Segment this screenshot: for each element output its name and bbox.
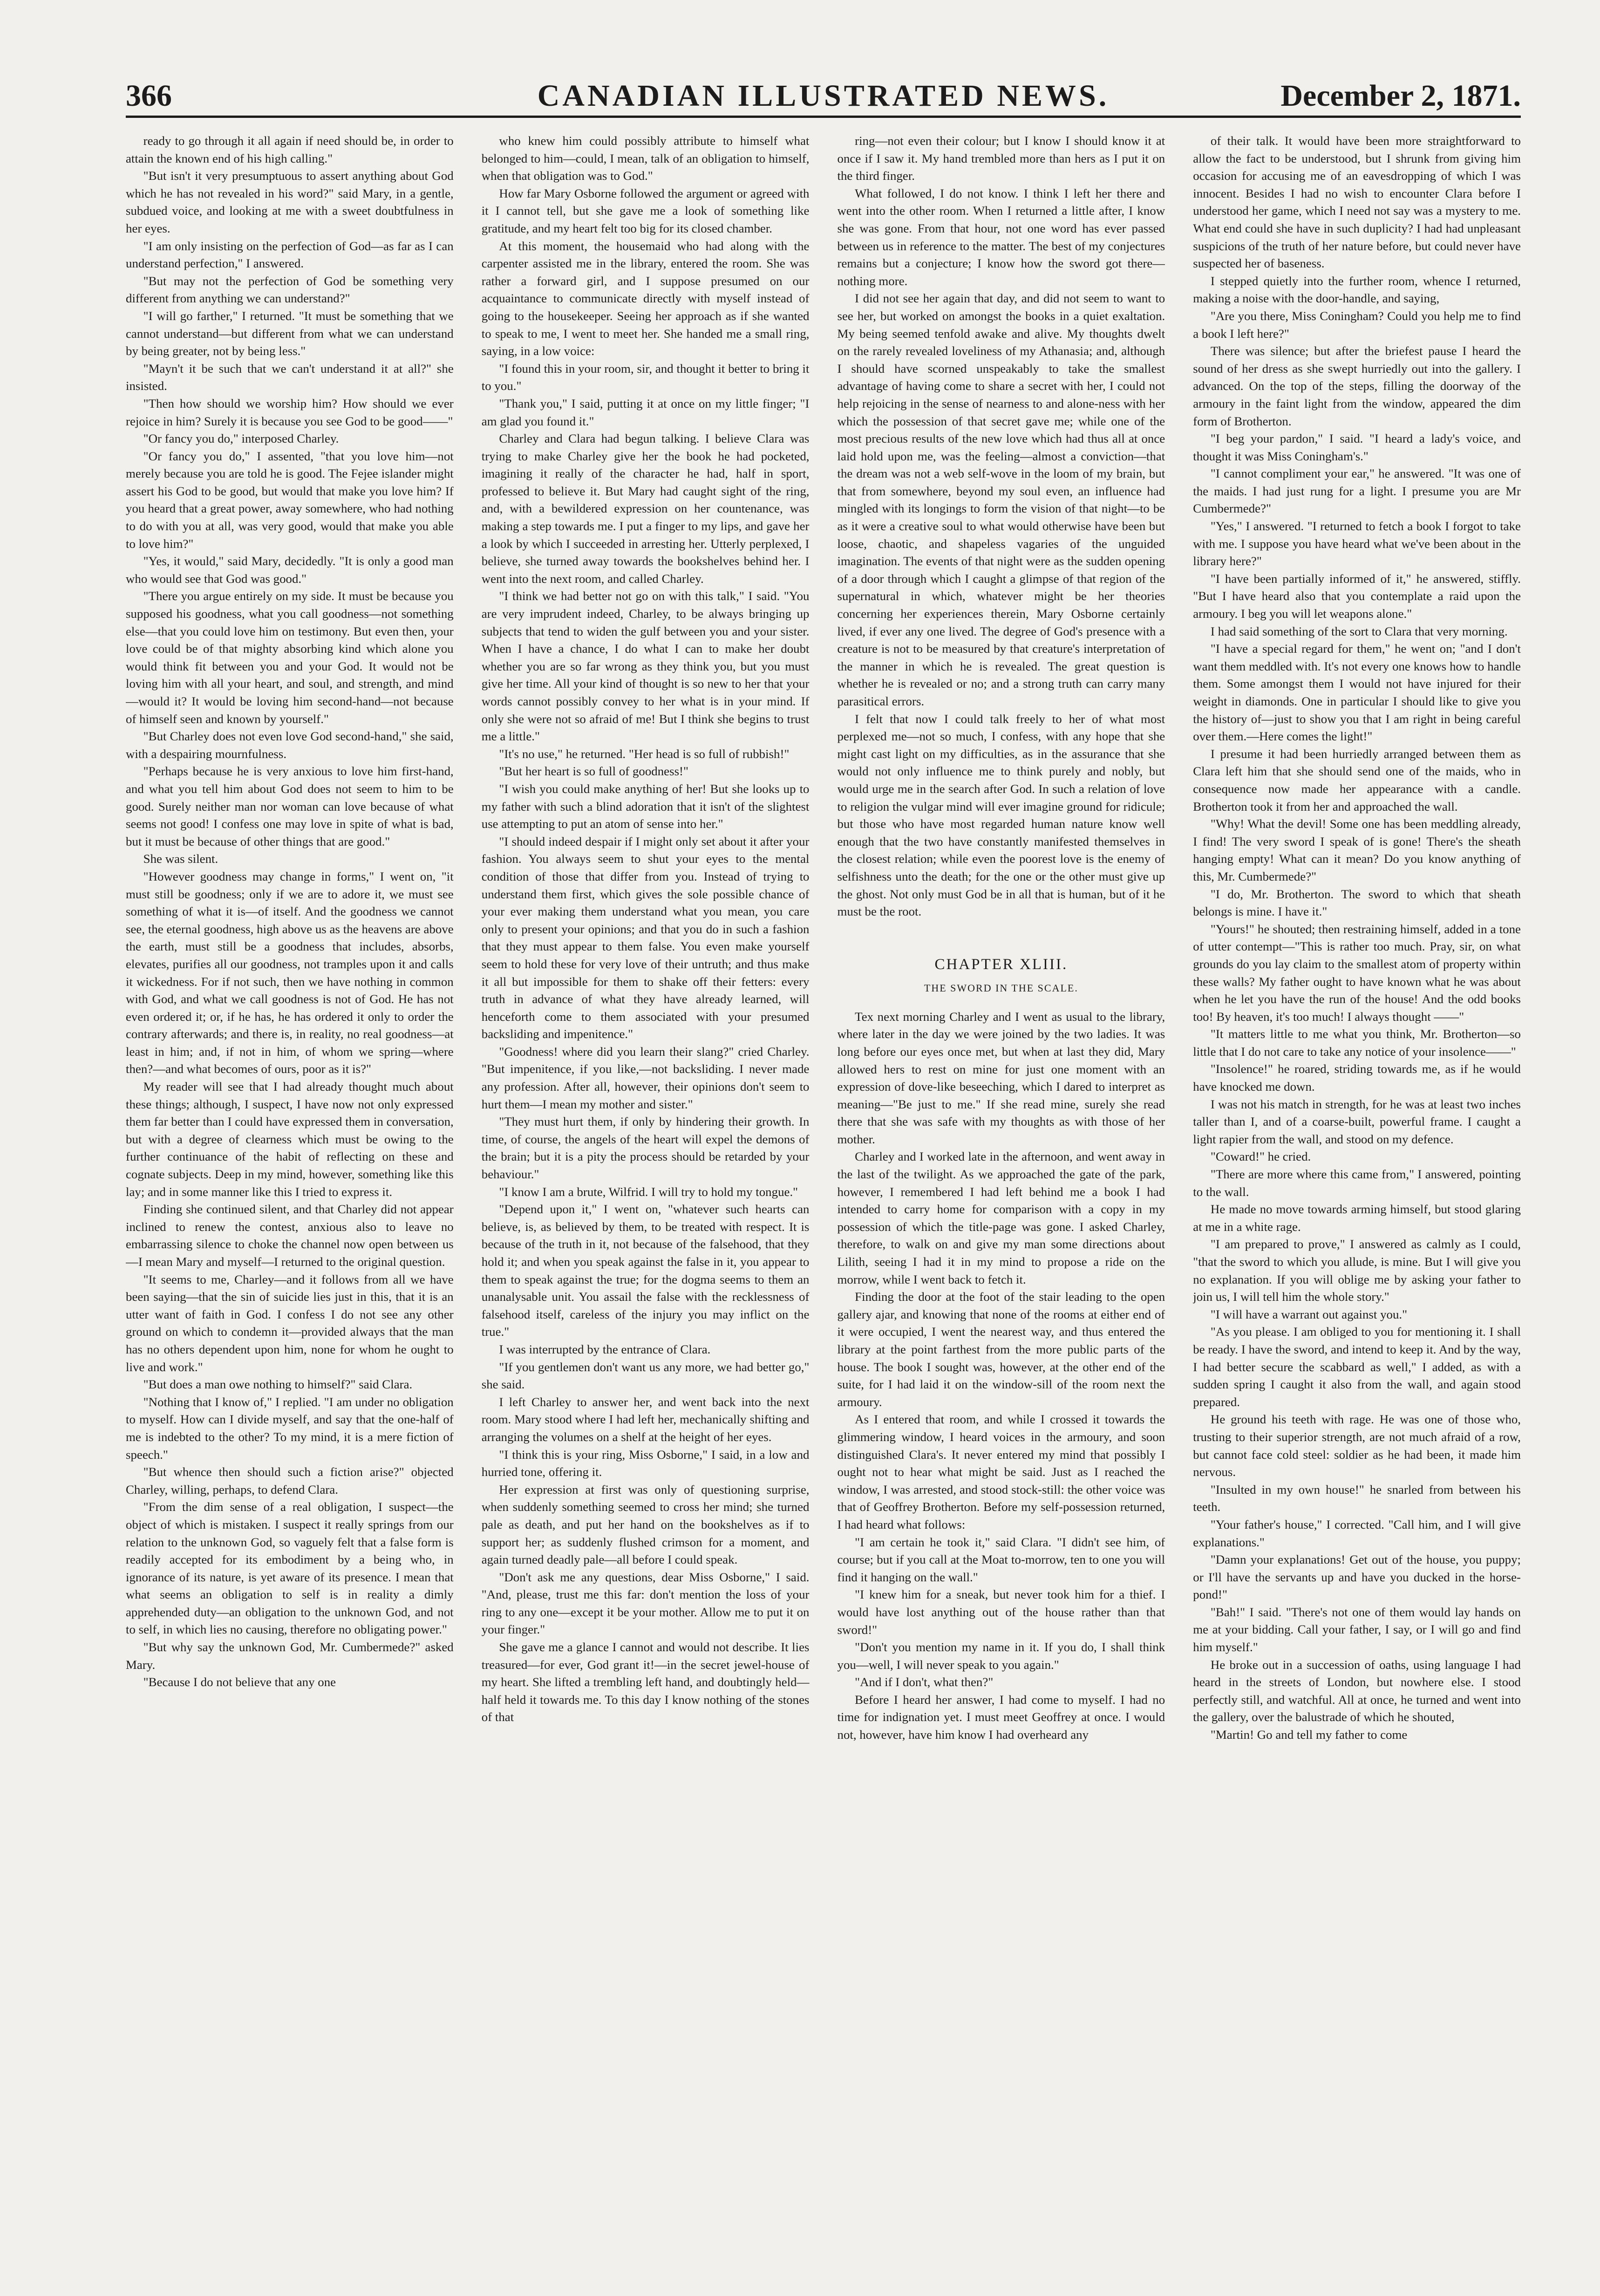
paragraph: "From the dim sense of a real obligation, I suspect—the object of which is mistaken. I suspect it really springs from our relation to the unknown God, so vaguely felt that a false form is readily accepted for its embodiment by a being who, in ignorance of its nature, is yet aware of its presence. I mean that what seems an obligation to self is in reality a dimly apprehended duty—an obligation to the unknown God, and not to self, in which lies no causing, therefore no obligating power." [126,1500,454,1637]
text-column-3 [837,132,1165,2276]
paragraph: "Depend upon it," I went on, "whatever such hearts can believe, is, as believed by them, to be treated with respect. It is because of the truth in it, not because of the falsehood, that they hold it; and when you speak against the false in it, you appear to them to speak against the true; for the dogma seems to them an unanalysable unit. You assail the false with the recklessness of falsehood itself, careless of the injury you may inflict on the true." [481,1202,810,1339]
paragraph: "But why say the unknown God, Mr. Cumbermede?" asked Mary. [126,1640,454,1672]
paragraph: who knew him could possibly attribute to himself what belonged to him—could, I mean, talk of an obligation to himself, when that obligation was to God." [481,134,810,183]
paragraph: "I am prepared to prove," I answered as calmly as I could, "that the sword to which you allude, is mine. But I will give you no explanation. If you will oblige me by asking your father to join us, I will tell him the whole story." [1193,1237,1521,1304]
chapter-title: CHAPTER XLIII. [934,956,1068,973]
paragraph: "Don't ask me any questions, dear Miss Osborne," I said. "And, please, trust me this far: don't mention the loss of your ring to any one—except it be your mother. Allow me to put it on your finger." [481,1570,810,1637]
paragraph: Finding she continued silent, and that Charley did not appear inclined to renew the contest, anxious also to leave no embarrassing silence to choke the channel now open between us—I mean Mary and myself—I returned to the original question. [126,1202,454,1269]
paragraph: "There are more where this came from," I answered, pointing to the wall. [1193,1167,1521,1199]
paragraph: "I wish you could make anything of her! But she looks up to my father with such a blind adoration that it isn't of the slightest use attempting to put an atom of sense into her." [481,781,810,831]
paragraph: "And if I don't, what then?" [855,1675,994,1689]
paragraph: "I will have a warrant out against you." [1210,1307,1408,1321]
paragraph: "Insulted in my own house!" he snarled from between his teeth. [1193,1482,1521,1514]
paragraph: "Your father's house," I corrected. "Call him, and I will give explanations." [1193,1517,1521,1549]
paragraph: Tex next morning Charley and I went as usual to the library, where later in the day we were joined by the two ladies. It was long before our eyes once met, but when at last they did, Mary allowed hers to rest on mine for just one moment with an expression of dove-like beseeching, which I dared to interpret as meaning—"Be just to me." If she read mine, surely she read there that she was safe with my thoughts as with those of her mother. [837,1009,1165,1146]
paragraph: As I entered that room, and while I crossed it towards the glimmering window, I heard voices in the armoury, and soon distinguished Clara's. It never entered my mind that possibly I ought not to hear what might be said. Just as I reached the window, I was arrested, and stood stock-still: the other voice was that of Geoffrey Brotherton. Before my self-possession returned, I had heard what follows: [837,1412,1165,1531]
paragraph: "Coward!" he cried. [1210,1149,1311,1164]
text-column-1 [126,132,454,2276]
paragraph: "Mayn't it be such that we can't understand it at all?" she insisted. [126,361,454,393]
paragraph: He made no move towards arming himself, but stood glaring at me in a white rage. [1193,1202,1521,1234]
paragraph: "I will go farther," I returned. "It must be something that we cannot understand—but different from what we can understand by being greater, not by being less." [126,308,454,358]
column-3-before-chapter [837,132,1165,921]
paragraph: "Yes, it would," said Mary, decidedly. "It is only a good man who would see that God was good." [126,554,454,586]
paragraph: I presume it had been hurriedly arranged between them as Clara left him that she should send one of the maids, who in consequence now made her appearance with a candle. Brotherton took it from her and approached the wall. [1193,746,1521,813]
paragraph: He ground his teeth with rage. He was one of those who, trusting to their superior strength, are not much afraid of a row, but cannot face cold steel: soldier as he had been, it made him nervous. [1193,1412,1521,1479]
paragraph: "But isn't it very presumptuous to assert anything about God which he has not revealed in his word?" said Mary, in a gentle, subdued voice, and looking at me with a sweet doubtfulness in her eyes. [126,169,454,235]
paragraph: "I found this in your room, sir, and thought it better to bring it to you." [481,361,810,393]
paragraph: "Perhaps because he is very anxious to love him first-hand, and what you tell him about God does not seem to him to be good. Surely neither man nor woman can love because of what seems not good! I confess one may love in spite of what is bad, but it must be because of other things that are good." [126,764,454,848]
paragraph: "If you gentlemen don't want us any more, we had better go," she said. [481,1360,810,1392]
paragraph: "I have a special regard for them," he went on; "and I don't want them meddled with. It's not every one knows how to handle them. Some amongst them I would not have injured for their weight in diamonds. One in particular I should like to give you the history of—just to show you that I am right in being careful over them.—Here comes the light!" [1193,642,1521,744]
masthead [126,78,1521,118]
paragraph: "I think we had better not go on with this talk," I said. "You are very imprudent indeed, Charley, to be always bringing up subjects that tend to widen the gulf between you and your sister. When I have a chance, I do what I can to make her doubt whether you are so far wrong as they think you, but you must give her time. All your kind of thought is so new to her that your words cannot possibly convey to her what is in your mind. If only she were not so afraid of me! But I think she begins to trust me a little." [481,589,810,744]
paragraph: Charley and I worked late in the afternoon, and went away in the last of the twilight. As we approached the gate of the park, however, I remembered I had left behind me a book I had intended to carry home for comparison with a copy in my possession of which the title-page was gone. I asked Charley, therefore, to walk on and give my man some directions about Lilith, seeing I had it in my mind to propose a ride on the morrow, while I went back to fetch it. [837,1149,1165,1286]
paragraph: Before I heard her answer, I had come to myself. I had no time for indignation yet. I must meet Geoffrey at once. I would not, however, have him know I had overheard any [837,1692,1165,1742]
paragraph: "I am only insisting on the perfection of God—as far as I can understand perfection," I answered. [126,239,454,271]
paragraph: "Are you there, Miss Coningham? Could you help me to find a book I left here?" [1193,308,1521,341]
column-3-after-chapter [837,1008,1165,1744]
paragraph: "They must hurt them, if only by hindering their growth. In time, of course, the angels of the heart will expel the demons of the brain; but it is a pity the process should be retarded by your behaviour." [481,1114,810,1182]
paragraph: I left Charley to answer her, and went back into the next room. Mary stood where I had left her, mechanically shifting and arranging the volumes on a shelf at the height of her eyes. [481,1394,810,1444]
paragraph: She gave me a glance I cannot and would not describe. It lies treasured—for ever, God grant it!—in the secret jewel-house of my heart. She lifted a trembling left hand, and doubtingly held—half held it towards me. To this day I know nothing of the stones of that [481,1640,810,1724]
paragraph: "Don't you mention my name in it. If you do, I shall think you—well, I will never speak to you again." [837,1640,1165,1672]
paragraph: "I should indeed despair if I might only set about it after your fashion. You always seem to shut your eyes to the mental condition of those that differ from you. Instead of trying to understand them first, which gives the sole possible chance of your ever making them understand what you mean, you care only to present your opinions; and that you do in such a fashion that they must appear to them false. You even make yourself seem to hold these for very love of their untruth; and thus make it all but impossible for them to shake off their fetters: every truth in advance of what they have already learned, will henceforth come to them associated with your presumed backsliding and impenitence." [481,834,810,1041]
paragraph: "Why! What the devil! Some one has been meddling already, I find! The very sword I speak of is gone! There's the sheath hanging empty! What can it mean? Do you know anything of this, Mr. Cumbermede?" [1193,817,1521,883]
text-column-2 [482,132,810,2276]
paragraph: "I cannot compliment your ear," he answered. "It was one of the maids. I had just rung for a light. I presume you are Mr Cumbermede?" [1193,466,1521,516]
paragraph: "Or fancy you do," I assented, "that you love him—not merely because you are told he is good. The Fejee islander might assert his God to be good, but would that make you love him? If you heard that a great power, away somewhere, who had nothing to do with you at all, was very good, would that make you able to love him?" [126,449,454,551]
paragraph: I was interrupted by the entrance of Clara. [499,1342,711,1356]
paragraph: "As you please. I am obliged to you for mentioning it. I shall be ready. I have the sword, and intend to keep it. And by the way, I had better secure the scabbard as well," I added, as with a sudden spring I caught it also from the wall, and again stood prepared. [1193,1325,1521,1409]
paragraph: "I think this is your ring, Miss Osborne," I said, in a low and hurried tone, offering it. [481,1447,810,1479]
paragraph: "But may not the perfection of God be something very different from anything we can understand?" [126,273,454,306]
paragraph: "Because I do not believe that any one [143,1675,336,1689]
paragraph: My reader will see that I had already thought much about these things; although, I suspect, I have now not only expressed them far better than I could have expressed them in conversation, but with a degree of clearness which must be owing to the further continuance of the habit of reflecting on these and cognate subjects. Deep in my mind, however, something like this lay; and in some manner like this I tried to express it. [126,1080,454,1199]
paragraph: He broke out in a succession of oaths, using language I had heard in the streets of London, but nowhere else. I stood perfectly still, and watchful. All at once, he turned and went into the gallery, over the balustrade of which he shouted, [1193,1657,1521,1724]
paragraph: "There you argue entirely on my side. It must be because you supposed his goodness, what you call goodness—not something else—that you could love him on testimony. But even then, your love could be of that mighty absorbing kind which alone you would think fit between you and your God. It would not be loving him with all your heart, and soul, and strength, and mind—would it? It would be loving him second-hand—not because of himself seen and known by yourself." [126,589,454,726]
paragraph: I felt that now I could talk freely to her of what most perplexed me—not so much, I confess, with any hope that she might cast light on my difficulties, as in the assurance that she would not only influence me to think purely and nobly, but would urge me in the search after God. In such a relation of love to religion the vulgar mind will ever imagine ground for ridicule; but those who have most regarded human nature know well enough that the two have constantly manifested themselves in the closest relation; while even the poorest love is the enemy of selfishness unto the death; for the one or the other must give up the ghost. Not only must God be in all that is human, but of it he must be the root. [837,711,1165,919]
paragraph: What followed, I do not know. I think I left her there and went into the other room. When I returned a little after, I know she was gone. From that hour, not one word has ever passed between us in reference to the matter. The best of my conjectures remains but a conjecture; I know how the sword got there—nothing more. [837,186,1165,288]
paragraph: "I am certain he took it," said Clara. "I didn't see him, of course; but if you call at the Moat to-morrow, ten to one you will find it hanging on the wall." [837,1535,1165,1584]
paragraph: Charley and Clara had begun talking. I believe Clara was trying to make Charley give her the book he had pocketed, imagining it really of the character he had, half in sport, professed to believe it. But Mary had caught sight of the ring, and, with a bewildered expression on her countenance, was making a step towards me. I put a finger to my lips, and gave her a look by which I succeeded in arresting her. Utterly perplexed, I believe, she turned away towards the bookshelves behind her. I went into the next room, and called Charley. [481,431,810,586]
paragraph: "Goodness! where did you learn their slang?" cried Charley. "But impenitence, if you like,—not backsliding. I never made any profession. After all, however, their opinions don't seem to hurt them—I mean my mother and sister." [481,1044,810,1111]
paragraph: "I beg your pardon," I said. "I heard a lady's voice, and thought it was Miss Coningham's." [1193,431,1521,463]
article-columns [126,132,1521,2276]
paragraph: "I do, Mr. Brotherton. The sword to which that sheath belongs is mine. I have it." [1193,887,1521,919]
paragraph: "Thank you," I said, putting it at once on my little finger; "I am glad you found it." [481,396,810,428]
chapter-subtitle: THE SWORD IN THE SCALE. [924,982,1078,994]
chapter-heading [837,954,1165,996]
paragraph: "However goodness may change in forms," I went on, "it must still be goodness; only if we are to adore it, we must see something of what it is—of itself. And the goodness we cannot see, the eternal goodness, high above us as the heavens are above the earth, must still be a goodness that includes, absorbs, elevates, purifies all our goodness, not tramples upon it and calls it wickedness. For if not such, then we have nothing in common with God, and what we call goodness is not of God. He has not even ordered it; or, if he has, he has ordered it only to order the contrary afterwards; and there is, in reality, no real goodness—at least in him; and, if not in him, of whom we spring—where then?—and what becomes of ours, poor as it is?" [126,869,454,1076]
paragraph: At this moment, the housemaid who had along with the carpenter assisted me in the library, entered the room. She was rather a forward girl, and I suppose presumed on our acquaintance to communicate directly with myself instead of going to the housekeeper. Seeing her approach as if she wanted to speak to me, I went to meet her. She handed me a small ring, saying, in a low voice: [481,239,810,358]
paragraph: I did not see her again that day, and did not seem to want to see her, but worked on amongst the books in a quiet exaltation. My being seemed tenfold awake and alive. My thoughts dwelt on the rarely revealed loveliness of my Athanasia; and, although I should have scorned unspeakably to take the smallest advantage of having come to share a secret with her, I could not help rejoicing in the sense of nearness to and alone-ness with her which the possession of that secret gave me; while one of the most precious results of the new love which had thus all at once laid hold upon me, was the feeling—almost a conviction—that the dream was not a web self-wove in the loom of my brain, but that from somewhere, beyond my soul even, an influence had mingled with its longings to form the vision of that night—to be as it were a creative soul to what would otherwise have been but loose, chaotic, and shapeless vagaries of the unguided imagination. The events of that night were as the sudden opening of a door through which I caught a glimpse of that region of the supernatural in which, whatever might be her theories concerning her experiences therein, Mary Osborne certainly lived, if ever any one lived. The degree of God's presence with a creature is not to be measured by that creature's interpretation of the manner in which he is revealed. The great question is whether he is revealed or no; and a strong truth can carry many parasitical errors. [837,291,1165,708]
paragraph: "Or fancy you do," interposed Charley. [143,431,339,446]
paragraph: I had said something of the sort to Clara that very morning. [1210,624,1508,638]
paragraph: "Martin! Go and tell my father to come [1210,1728,1408,1742]
page-number: 366 [126,79,172,113]
paragraph: Her expression at first was only of questioning surprise, when suddenly something seemed to cross her mind; she turned pale as death, and put her hand on the bookshelves as if to support her; as suddenly flushed crimson for a moment, and again turned deadly pale—all before I could speak. [481,1482,810,1567]
paragraph: "Insolence!" he roared, striding towards me, as if he would have knocked me down. [1193,1062,1521,1094]
paragraph: "But whence then should such a fiction arise?" objected Charley, willing, perhaps, to defend Clara. [126,1465,454,1496]
paragraph: I was not his match in strength, for he was at least two inches taller than I, and of a coarse-built, powerful frame. I caught a light rapier from the wall, and stood on my defence. [1193,1097,1521,1146]
paragraph: "It matters little to me what you think, Mr. Brotherton—so little that I do not care to take any notice of your insolence——" [1193,1027,1521,1059]
text-column-4 [1193,132,1521,2276]
paragraph: I stepped quietly into the further room, whence I returned, making a noise with the door-handle, and saying, [1193,273,1521,306]
paragraph: "It seems to me, Charley—and it follows from all we have been saying—that the sin of suicide lies just in this, that it is an utter want of faith in God. I confess I do not see any other ground on which to condemn it—provided always that the man has no others dependent upon him, none for whom he ought to live and work." [126,1272,454,1374]
newspaper-title: CANADIAN ILLUSTRATED NEWS. [537,79,1110,113]
paragraph: "Then how should we worship him? How should we ever rejoice in him? Surely it is because you see God to be good——" [126,396,454,428]
paragraph: "Damn your explanations! Get out of the house, you puppy; or I'll have the servants up and have you ducked in the horse-pond!" [1193,1552,1521,1602]
paragraph: ready to go through it all again if need should be, in order to attain the known end of his high calling." [126,134,454,165]
paragraph: "I have been partially informed of it," he answered, stiffly. "But I have heard also that you contemplate a raid upon the armoury. I beg you will let weapons alone." [1193,571,1521,621]
paragraph: "I knew him for a sneak, but never took him for a thief. I would have lost anything out of the house rather than that sword!" [837,1587,1165,1637]
paragraph: "Yours!" he shouted; then restraining himself, added in a tone of utter contempt—"This is rather too much. Pray, sir, on what grounds do you lay claim to the smallest atom of property within these walls? My father ought to have known what he was about when he let you have the run of the house! And the odd books too! By heaven, it's too much! I always thought ——" [1193,922,1521,1024]
paragraph: "But her heart is so full of goodness!" [499,764,688,779]
paragraph: "But does a man owe nothing to himself?" said Clara. [143,1377,413,1392]
paragraph: ring—not even their colour; but I know I should know it at once if I saw it. My hand trembled more than hers as I put it on the third finger. [837,134,1165,183]
paragraph: She was silent. [143,852,218,866]
paragraph: of their talk. It would have been more straightforward to allow the fact to be understood, but I shrunk from giving him occasion for accusing me of an eavesdropping of which I was innocent. Besides I had no wish to encounter Clara before I understood her game, which I need not say was a mystery to me. What end could she have in such duplicity? I had had unpleasant suspicions of the truth of her nature before, but could never have suspected her of baseness. [1193,134,1521,271]
paragraph: How far Mary Osborne followed the argument or agreed with it I cannot tell, but she gave me a look of something like gratitude, and my heart felt too big for its closed chamber. [481,186,810,235]
paragraph: "I know I am a brute, Wilfrid. I will try to hold my tongue." [499,1184,798,1199]
paragraph: Finding the door at the foot of the stair leading to the open gallery ajar, and knowing that none of the rooms at either end of it were occupied, I went the nearest way, and thus entered the library at the point farthest from the more public parts of the house. The book I sought was, however, at the other end of the suite, for I had laid it on the window-sill of the room next the armoury. [837,1290,1165,1409]
paragraph: There was silence; but after the briefest pause I heard the sound of her dress as she swept hurriedly out into the gallery. I advanced. On the top of the steps, filling the doorway of the armoury in the faint light from the window, appeared the dim form of Brotherton. [1193,344,1521,428]
paragraph: "It's no use," he returned. "Her head is so full of rubbish!" [499,746,790,761]
paragraph: "Nothing that I know of," I replied. "I am under no obligation to myself. How can I divide myself, and say that the one-half of me is indebted to the other? To my mind, it is a mere fiction of speech." [126,1394,454,1462]
paragraph: "Yes," I answered. "I returned to fetch a book I forgot to take with me. I suppose you have heard what we've been about in the library here?" [1193,519,1521,568]
issue-date: December 2, 1871. [1280,79,1521,113]
paragraph: "Bah!" I said. "There's not one of them would lay hands on me at your bidding. Call your father, I say, or I will go and find him myself." [1193,1605,1521,1654]
paragraph: "But Charley does not even love God second-hand," she said, with a despairing mournfulness. [126,729,454,761]
